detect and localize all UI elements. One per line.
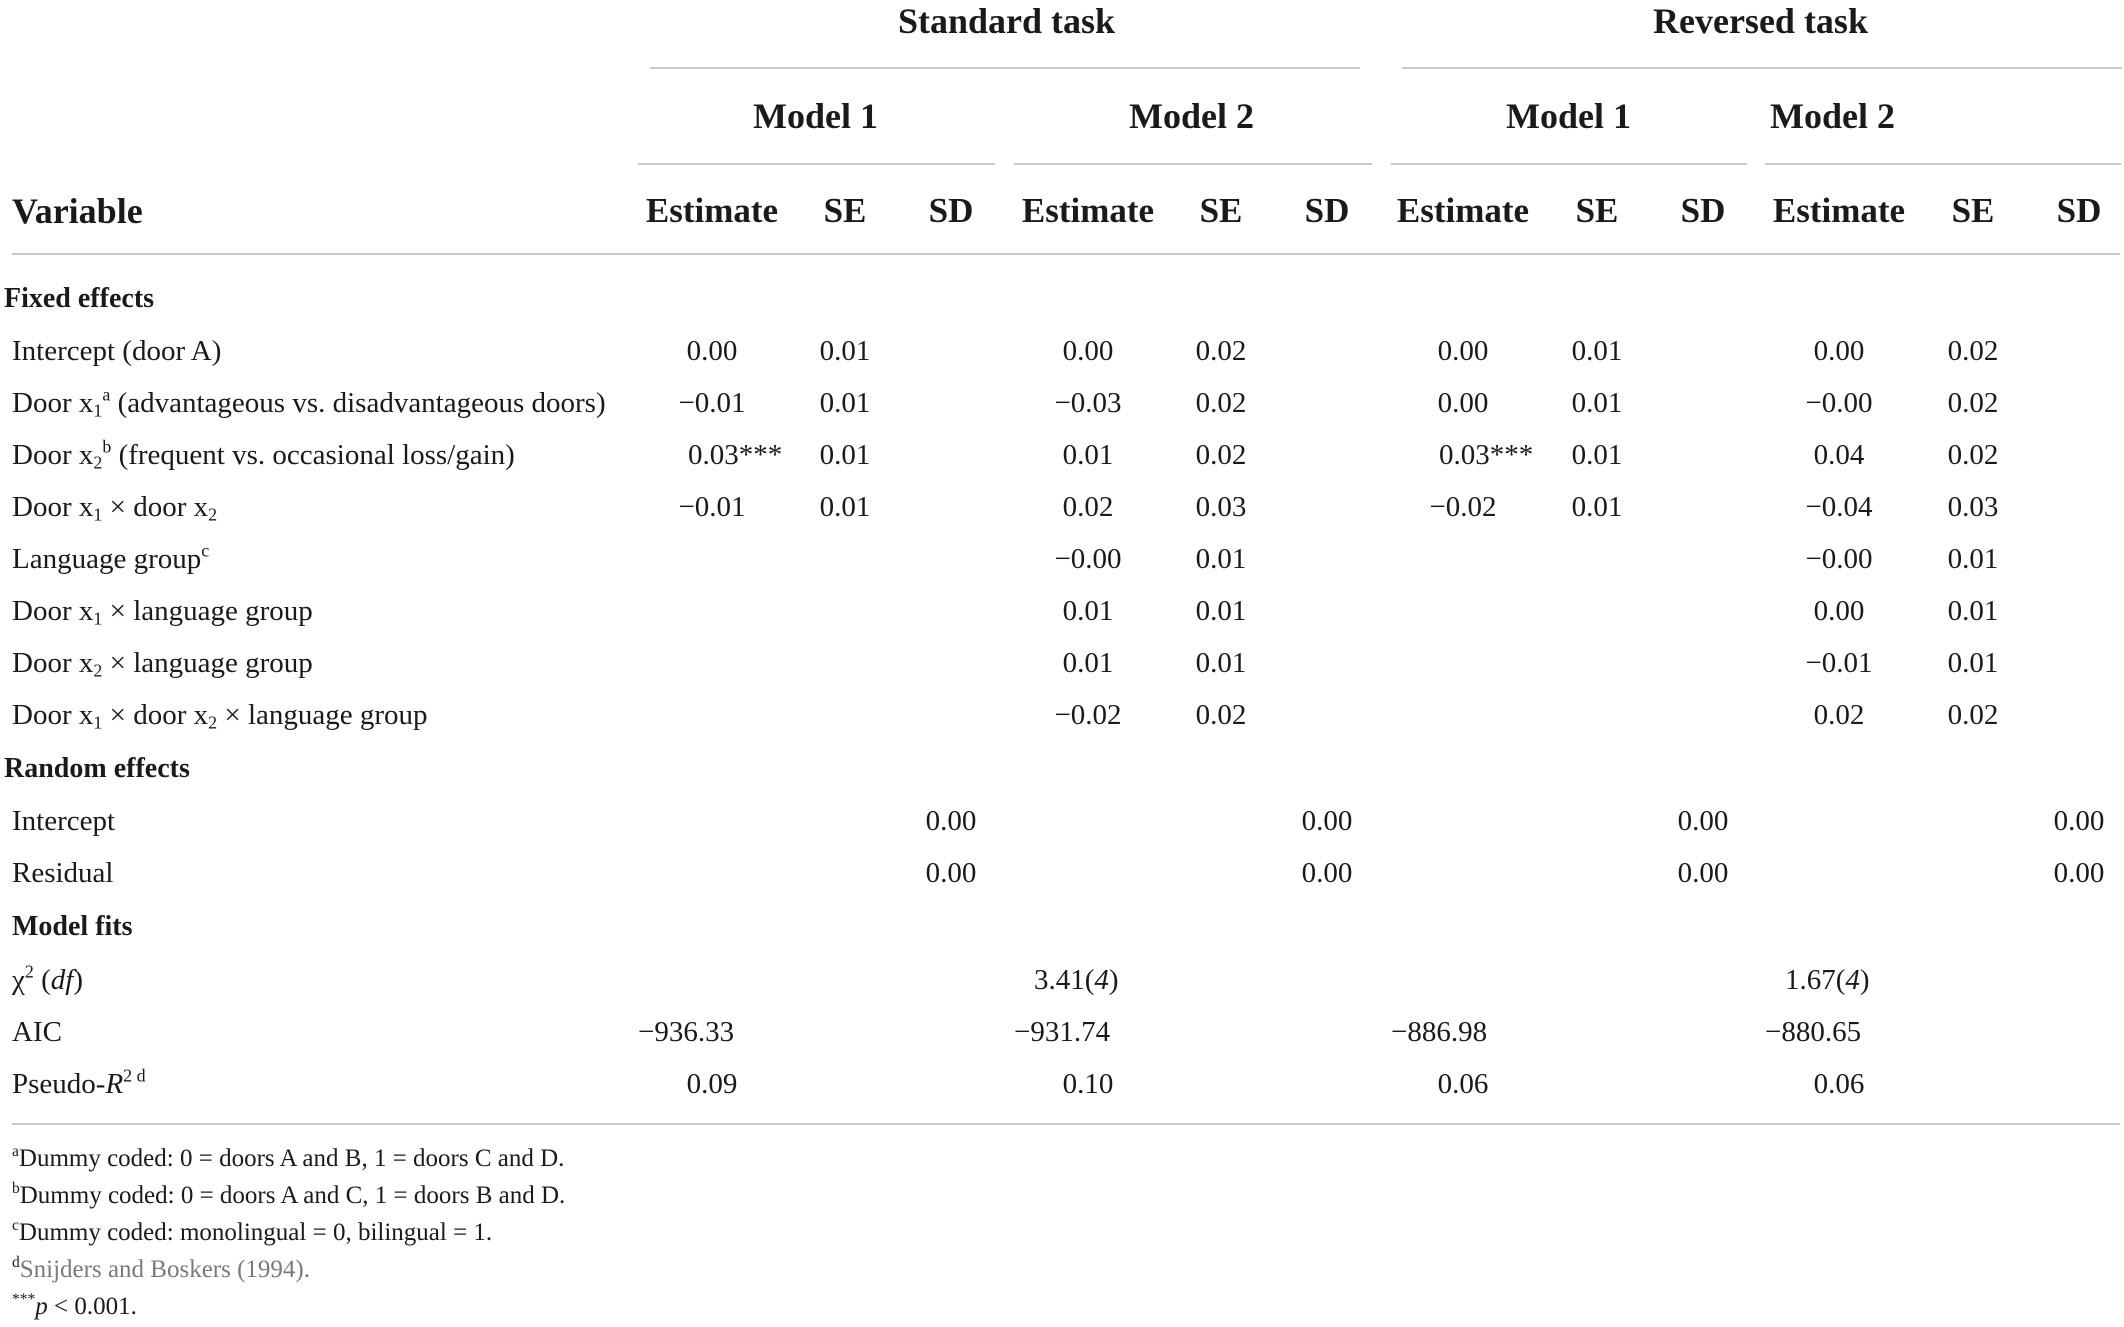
reversed-model2-rule — [1765, 163, 2121, 165]
chi-square-value: 3.41(4) — [1034, 964, 1119, 996]
table-cell: 0.01 — [1571, 439, 1623, 471]
table-cell: 0.01 — [1195, 543, 1247, 575]
table-cell: −0.01 — [678, 387, 746, 419]
table-cell: −0.02 — [1429, 491, 1497, 523]
table-cell: 0.00 — [1813, 335, 1865, 367]
table-cell: 0.02 — [1947, 387, 1999, 419]
table-cell: −0.00 — [1805, 543, 1873, 575]
table-cell: 0.00 — [1813, 595, 1865, 627]
table-cell: 0.01 — [1571, 335, 1623, 367]
row-label: Door $x_2$ × language group — [12, 647, 313, 681]
table-bottom-rule — [12, 1123, 2120, 1125]
aic-label: AIC — [12, 1016, 62, 1048]
table-cell: 0.03*** — [1439, 439, 1534, 471]
chi-square-label: $\chi^2$ (df) — [12, 961, 84, 996]
table-cell: 0.02 — [1195, 439, 1247, 471]
reversed-model2-header: Model 2 — [1770, 96, 1895, 136]
table-cell: 0.02 — [1813, 699, 1865, 731]
table-cell: −0.01 — [1805, 647, 1873, 679]
table-cell: −0.04 — [1805, 491, 1873, 523]
aic-value: −880.65 — [1765, 1016, 1862, 1048]
row-label: Door $x_1^a$ (advantageous vs. disadvantageous doors) — [12, 384, 606, 421]
table-cell: 0.02 — [1947, 699, 1999, 731]
standard-m1-estimate-header: Estimate — [645, 191, 779, 230]
table-cell: 0.01 — [1947, 647, 1999, 679]
reversed-task-header: Reversed task — [1653, 1, 1868, 41]
table-cell: 0.00 — [1062, 335, 1114, 367]
reversed-m1-sd-header: SD — [1680, 191, 1726, 230]
row-label: Language group$^c$ — [12, 540, 210, 575]
table-cell: 0.02 — [1195, 387, 1247, 419]
table-cell: −0.00 — [1805, 387, 1873, 419]
standard-model1-rule — [638, 163, 995, 165]
pseudo-r2-value: 0.06 — [1813, 1068, 1865, 1100]
pseudo-r2-label: Pseudo-$R^{2 d}$ — [12, 1065, 146, 1100]
footnote-b: $^b$Dummy coded: 0 = doors A and C, 1 = doors B and D. — [12, 1179, 566, 1209]
table-cell: 0.04 — [1813, 439, 1865, 471]
table-cell: 0.00 — [2053, 805, 2105, 837]
footnote-significance: ***p < 0.001. — [12, 1290, 137, 1320]
table-cell: 0.02 — [1947, 439, 1999, 471]
table-cell: 0.01 — [1062, 439, 1114, 471]
table-cell: 0.01 — [1195, 647, 1247, 679]
aic-value: −931.74 — [1014, 1016, 1111, 1048]
aic-value: −886.98 — [1391, 1016, 1488, 1048]
table-cell: 0.02 — [1195, 699, 1247, 731]
pseudo-r2-value: 0.09 — [686, 1068, 738, 1100]
table-cell: 0.01 — [819, 387, 871, 419]
table-cell: 0.01 — [819, 491, 871, 523]
table-cell: 0.00 — [1437, 387, 1489, 419]
row-label: Door $x_2^b$ (frequent vs. occasional loss/gain) — [12, 436, 515, 473]
table-cell: 0.03 — [1947, 491, 1999, 523]
standard-model2-rule — [1014, 163, 1372, 165]
table-cell: −0.01 — [678, 491, 746, 523]
reversed-m1-se-header: SE — [1575, 191, 1619, 230]
reversed-m2-estimate-header: Estimate — [1772, 191, 1906, 230]
reversed-m1-estimate-header: Estimate — [1396, 191, 1530, 230]
standard-task-header: Standard task — [898, 1, 1116, 41]
footnote-a: $^a$Dummy coded: 0 = doors A and B, 1 = doors C and D. — [12, 1142, 565, 1172]
standard-m1-se-header: SE — [823, 191, 867, 230]
header-bottom-rule — [12, 253, 2120, 255]
aic-value: −936.33 — [638, 1016, 735, 1048]
table-cell: 0.03*** — [688, 439, 783, 471]
table-cell: −0.03 — [1054, 387, 1122, 419]
table-cell: 0.01 — [819, 335, 871, 367]
table-cell: 0.01 — [1195, 595, 1247, 627]
table-cell: 0.00 — [1677, 857, 1729, 889]
row-label: Intercept (door A) — [12, 335, 222, 367]
model-fits-section: Model fits — [12, 911, 133, 942]
table-cell: 0.00 — [1301, 805, 1353, 837]
reversed-task-rule — [1402, 67, 2122, 69]
footnote-d: $^d$Snijders and Boskers (1994). — [12, 1253, 310, 1283]
table-cell: 0.02 — [1062, 491, 1114, 523]
reference-link: Snijders and Boskers (1994). — [19, 1256, 310, 1283]
standard-task-rule — [650, 67, 1360, 69]
footnote-c: $^c$Dummy coded: monolingual = 0, bilingual = 1. — [12, 1216, 493, 1246]
table-cell: 0.03 — [1195, 491, 1247, 523]
table-cell: 0.01 — [1062, 595, 1114, 627]
row-label: Intercept — [12, 805, 116, 837]
row-label: Door $x_1$ × door $x_2$ × language group — [12, 699, 428, 733]
table-cell: −0.00 — [1054, 543, 1122, 575]
table-cell: 0.00 — [925, 857, 977, 889]
table-cell: 0.01 — [1062, 647, 1114, 679]
standard-model2-header: Model 2 — [1129, 96, 1254, 136]
fixed-effects-section: Fixed effects — [4, 283, 155, 314]
standard-m2-sd-header: SD — [1304, 191, 1350, 230]
pseudo-r2-value: 0.10 — [1062, 1068, 1114, 1100]
table-cell: 0.02 — [1947, 335, 1999, 367]
reversed-model1-header: Model 1 — [1506, 96, 1631, 136]
standard-m2-se-header: SE — [1199, 191, 1243, 230]
table-cell: 0.00 — [1301, 857, 1353, 889]
random-effects-section: Random effects — [4, 753, 190, 784]
reversed-m2-se-header: SE — [1951, 191, 1995, 230]
variable-column-header: Variable — [12, 191, 143, 231]
standard-m1-sd-header: SD — [928, 191, 974, 230]
table-cell: 0.02 — [1195, 335, 1247, 367]
standard-model1-header: Model 1 — [753, 96, 878, 136]
table-cell: 0.01 — [1571, 387, 1623, 419]
table-cell: 0.00 — [925, 805, 977, 837]
table-cell: 0.00 — [1437, 335, 1489, 367]
standard-m2-estimate-header: Estimate — [1021, 191, 1155, 230]
chi-square-value: 1.67(4) — [1785, 964, 1870, 996]
row-label: Door $x_1$ × language group — [12, 595, 313, 629]
row-label: Door $x_1$ × door $x_2$ — [12, 491, 218, 525]
table-cell: 0.00 — [686, 335, 738, 367]
table-cell: 0.01 — [1947, 595, 1999, 627]
table-cell: 0.01 — [1947, 543, 1999, 575]
table-cell: 0.00 — [1677, 805, 1729, 837]
pseudo-r2-value: 0.06 — [1437, 1068, 1489, 1100]
table-cell: −0.02 — [1054, 699, 1122, 731]
reversed-m2-sd-header: SD — [2056, 191, 2102, 230]
row-label: Residual — [12, 857, 114, 889]
table-cell: 0.00 — [2053, 857, 2105, 889]
table-cell: 0.01 — [1571, 491, 1623, 523]
reversed-model1-rule — [1391, 163, 1747, 165]
table-cell: 0.01 — [819, 439, 871, 471]
